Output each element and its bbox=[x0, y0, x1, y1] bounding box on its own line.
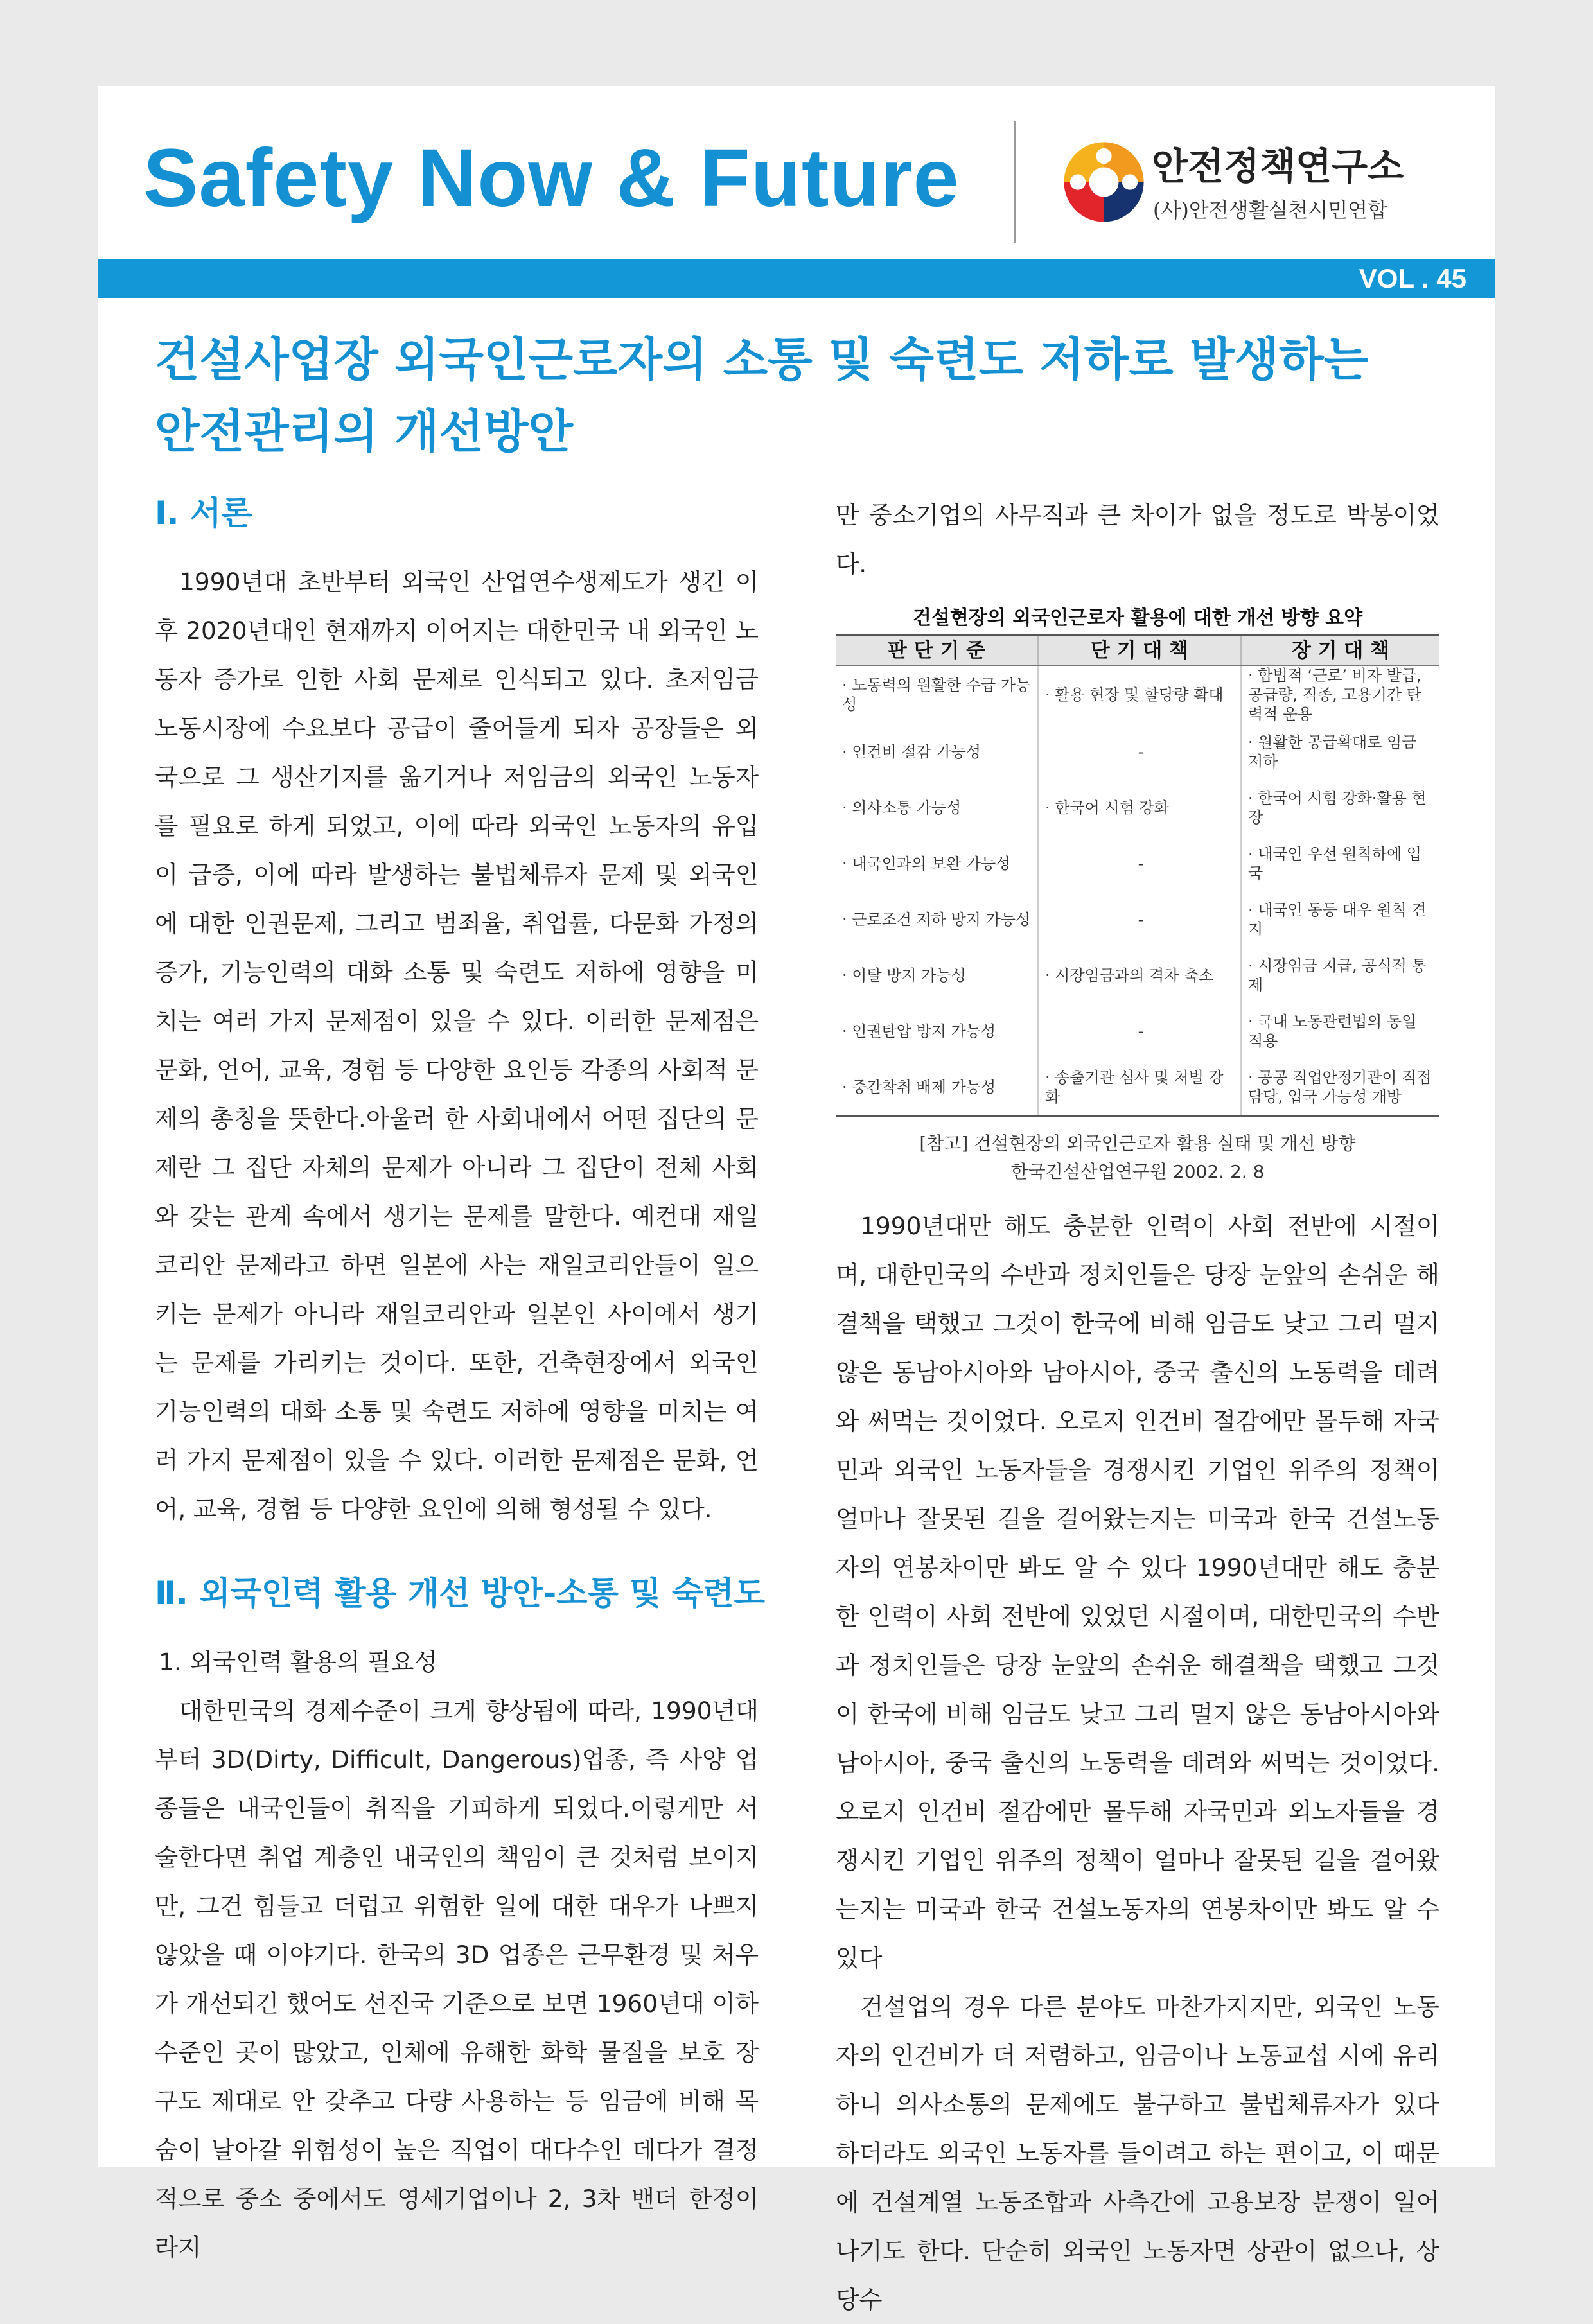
table-cell-long-term: · 원활한 공급확대로 임금 저하 bbox=[1241, 724, 1439, 780]
section-heading-intro: Ⅰ. 서론 bbox=[155, 494, 252, 532]
table-cell-short-term: · 시장임금과의 격차 축소 bbox=[1038, 947, 1241, 1003]
necessity-paragraph: 대한민국의 경제수준이 크게 향상됨에 따라, 1990년대부터 3D(Dirty, Difficult, Dangerous)업종, 즉 사양 업종들은 내국인들이 취직을 기피하게 되었다.이렇게만 서술한다면 취업 계층인 내국인의 책임이 큰 것처럼 보이지만, 그건 힘들고 더럽고 위험한 일에 대한 대우가 나쁘지 않았을 때 이야기다. 한국의 3D 업종은 근무환경 및 처우가 개선되긴 했어도 선진국 기준으로 보면 1960년대 이하 수준인 곳이 많았고, 인체에 유해한 화학 물질을 보호 장구도 제대로 안 갖추고 다량 사용하는 등 임금에 비해 목숨이 날아갈 위험성이 높은 직업이 대다수인 데다가 결정적으로 중소 중에서도 영세기업이나 2, 3차 밴더 한정이라지 bbox=[155, 1697, 759, 2262]
institute-subtitle: (사)안전생활실천시민연합 bbox=[1153, 198, 1388, 222]
intro-paragraph: 1990년대 초반부터 외국인 산업연수생제도가 생긴 이후 2020년대인 현재까지 이어지는 대한민국 내 외국인 노동자 증가로 인한 사회 문제로 인식되고 있다. 초저임금 노동시장에 수요보다 공급이 줄어들게 되자 공장들은 외국으로 그 생산기지를 옮기거나 저임금의 외국인 노동자를 필요로 하게 되었고, 이에 따라 외국인 노동자의 유입이 급증, 이에 따라 발생하는 불법체류자 문제 및 외국인에 대한 인권문제, 그리고 범죄율, 취업률, 다문화 가정의 증가, 기능인력의 대화 소통 및 숙련도 저하에 영향을 미치는 여러 가지 문제점이 있을 수 있다. 이러한 문제점은 문화, 언어, 교육, 경험 등 다양한 요인등 각종의 사회적 문제의 총칭을 뜻한다.아울러 한 사회내에서 어떤 집단의 문제란 그 집단 자체의 문제가 아니라 그 집단이 전체 사회와 갖는 관계 속에서 생기는 문제를 말한다. 예컨대 재일코리안 문제라고 하면 일본에 사는 재일코리안들이 일으키는 문제가 아니라 재일코리안과 일본인 사이에서 생기는 문제를 가리키는 것이다. 또한, 건축현장에서 외국인 기능인력의 대화 소통 및 숙련도 저하에 영향을 미치는 여러 가지 문제점이 있을 수 있다. 이러한 문제점은 문화, 언어, 교육, 경험 등 다양한 요인에 의해 형성될 수 있다. bbox=[155, 568, 759, 1523]
table-cell-short-term: · 활용 현장 및 할당량 확대 bbox=[1038, 665, 1241, 724]
institute-logo-icon bbox=[1061, 139, 1147, 225]
summary-table-block bbox=[836, 605, 1439, 1186]
table-header-criteria: 판 단 기 준 bbox=[836, 636, 1038, 666]
right-column bbox=[836, 491, 1439, 2324]
table-cell-criteria: · 인권탄압 방지 가능성 bbox=[842, 1022, 996, 1040]
table-row bbox=[836, 665, 1439, 724]
volume-band bbox=[98, 259, 1495, 298]
table-cell-short-term: · 송출기관 심사 및 처벌 강화 bbox=[1038, 1059, 1241, 1116]
table-cell-criteria: · 인건비 절감 가능성 bbox=[842, 742, 981, 761]
table-cell-long-term: · 내국인 우선 원칙하에 입국 bbox=[1241, 835, 1439, 891]
table-cell-long-term: · 합법적 ‘근로’ 비자 발급, 공급량, 직종, 고용기간 탄력적 운용 bbox=[1241, 665, 1439, 724]
section-heading-improvement: Ⅱ. 외국인력 활용 개선 방안-소통 및 숙련도 bbox=[155, 1575, 765, 1612]
article-title-line2: 안전관리의 개선방안 bbox=[155, 405, 574, 459]
table-cell-long-term: · 내국인 동등 대우 원칙 견지 bbox=[1241, 891, 1439, 947]
table-row bbox=[836, 947, 1439, 1003]
table-row bbox=[836, 1059, 1439, 1116]
table-header-short-term: 단 기 대 책 bbox=[1038, 636, 1241, 666]
table-header-long-term: 장 기 대 책 bbox=[1241, 636, 1439, 666]
sub-heading-necessity: 1. 외국인력 활용의 필요성 bbox=[159, 1648, 437, 1676]
continuation-line: 만 중소기업의 사무직과 큰 차이가 없을 정도로 박봉이었다. bbox=[836, 501, 1439, 578]
body-paragraph-construction: 건설업의 경우 다른 분야도 마찬가지지만, 외국인 노동자의 인건비가 더 저렴하고, 임금이나 노동교섭 시에 유리하니 의사소통의 문제에도 불구하고 불법체류자가 있다 하더라도 외국인 노동자를 들이려고 하는 편이고, 이 때문에 건설계열 노동조합과 사측간에 고용보장 분쟁이 일어나기도 한다. 단순히 외국인 노동자면 상관이 없으나, 상당수 bbox=[836, 1993, 1439, 2314]
table-cell-criteria: · 이탈 방지 가능성 bbox=[842, 966, 966, 984]
article-title-line1: 건설사업장 외국인근로자의 소통 및 숙련도 저하로 발생하는 bbox=[155, 333, 1369, 387]
volume-label: VOL . 45 bbox=[1359, 263, 1466, 293]
summary-table bbox=[836, 634, 1439, 1117]
table-cell-criteria: · 의사소통 가능성 bbox=[842, 798, 962, 817]
table-cell-long-term: · 공공 직업안정기관이 직접 담당, 입국 가능성 개방 bbox=[1241, 1059, 1439, 1116]
table-row bbox=[836, 891, 1439, 947]
table-row bbox=[836, 835, 1439, 891]
left-column bbox=[155, 491, 765, 2272]
table-cell-long-term: · 국내 노동관련법의 동일 적용 bbox=[1241, 1003, 1439, 1059]
table-title: 건설현장의 외국인근로자 활용에 대한 개선 방향 요약 bbox=[912, 607, 1363, 629]
table-cell-short-term: - bbox=[1038, 835, 1241, 891]
table-source-line2: 한국건설산업연구원 2002. 2. 8 bbox=[1010, 1161, 1265, 1182]
table-cell-short-term: - bbox=[1038, 891, 1241, 947]
table-cell-long-term: · 시장임금 지급, 공식적 통제 bbox=[1241, 947, 1439, 1003]
table-row bbox=[836, 724, 1439, 780]
table-row bbox=[836, 1003, 1439, 1059]
table-body bbox=[836, 665, 1439, 1116]
table-source bbox=[836, 1130, 1439, 1186]
table-cell-short-term: - bbox=[1038, 724, 1241, 780]
table-cell-short-term: - bbox=[1038, 1003, 1241, 1059]
table-cell-long-term: · 한국어 시험 강화·활용 현장 bbox=[1241, 780, 1439, 835]
table-source-line1: [참고] 건설현장의 외국인근로자 활용 실태 및 개선 방향 bbox=[919, 1133, 1356, 1154]
table-cell-criteria: · 근로조건 저하 방지 가능성 bbox=[842, 910, 1031, 929]
table-cell-short-term: · 한국어 시험 강화 bbox=[1038, 780, 1241, 835]
header-divider bbox=[1014, 121, 1016, 243]
table-cell-criteria: · 중간착취 배제 가능성 bbox=[842, 1078, 996, 1096]
masthead bbox=[98, 86, 1495, 259]
article-title bbox=[155, 324, 1459, 467]
table-row bbox=[836, 780, 1439, 835]
document-page bbox=[98, 86, 1495, 2314]
institute-name: 안전정책연구소 bbox=[1152, 144, 1404, 188]
table-cell-criteria: · 노동력의 원활한 수급 가능성 bbox=[842, 676, 1031, 713]
table-header-row bbox=[836, 636, 1439, 666]
body-paragraph-1990s: 1990년대만 해도 충분한 인력이 사회 전반에 시절이며, 대한민국의 수반과 정치인들은 당장 눈앞의 손쉬운 해결책을 택했고 그것이 한국에 비해 임금도 낮고 그리 멀지 않은 동남아시아와 남아시아, 중국 출신의 노동력을 데려와 써먹는 것이었다. 오로지 인건비 절감에만 몰두해 자국민과 외국인 노동자들을 경쟁시킨 기업인 위주의 정책이 얼마나 잘못된 길을 걸어왔는지는 미국과 한국 건설노동자의 연봉차이만 봐도 알 수 있다 1990년대만 해도 충분한 인력이 사회 전반에 있었던 시절이며, 대한민국의 수반과 정치인들은 당장 눈앞의 손쉬운 해결책을 택했고 그것이 한국에 비해 임금도 낮고 그리 멀지 않은 동남아시아와 남아시아, 중국 출신의 노동력을 데려와 써먹는 것이었다. 오로지 인건비 절감에만 몰두해 자국민과 외노자들을 경쟁시킨 기업인 위주의 정책이 얼마나 잘못된 길을 걸어왔는지는 미국과 한국 건설노동자의 연봉차이만 봐도 알 수 있다 bbox=[836, 1212, 1439, 1972]
table-cell-criteria: · 내국인과의 보완 가능성 bbox=[842, 854, 1011, 873]
newsletter-title: Safety Now & Future bbox=[143, 132, 960, 224]
